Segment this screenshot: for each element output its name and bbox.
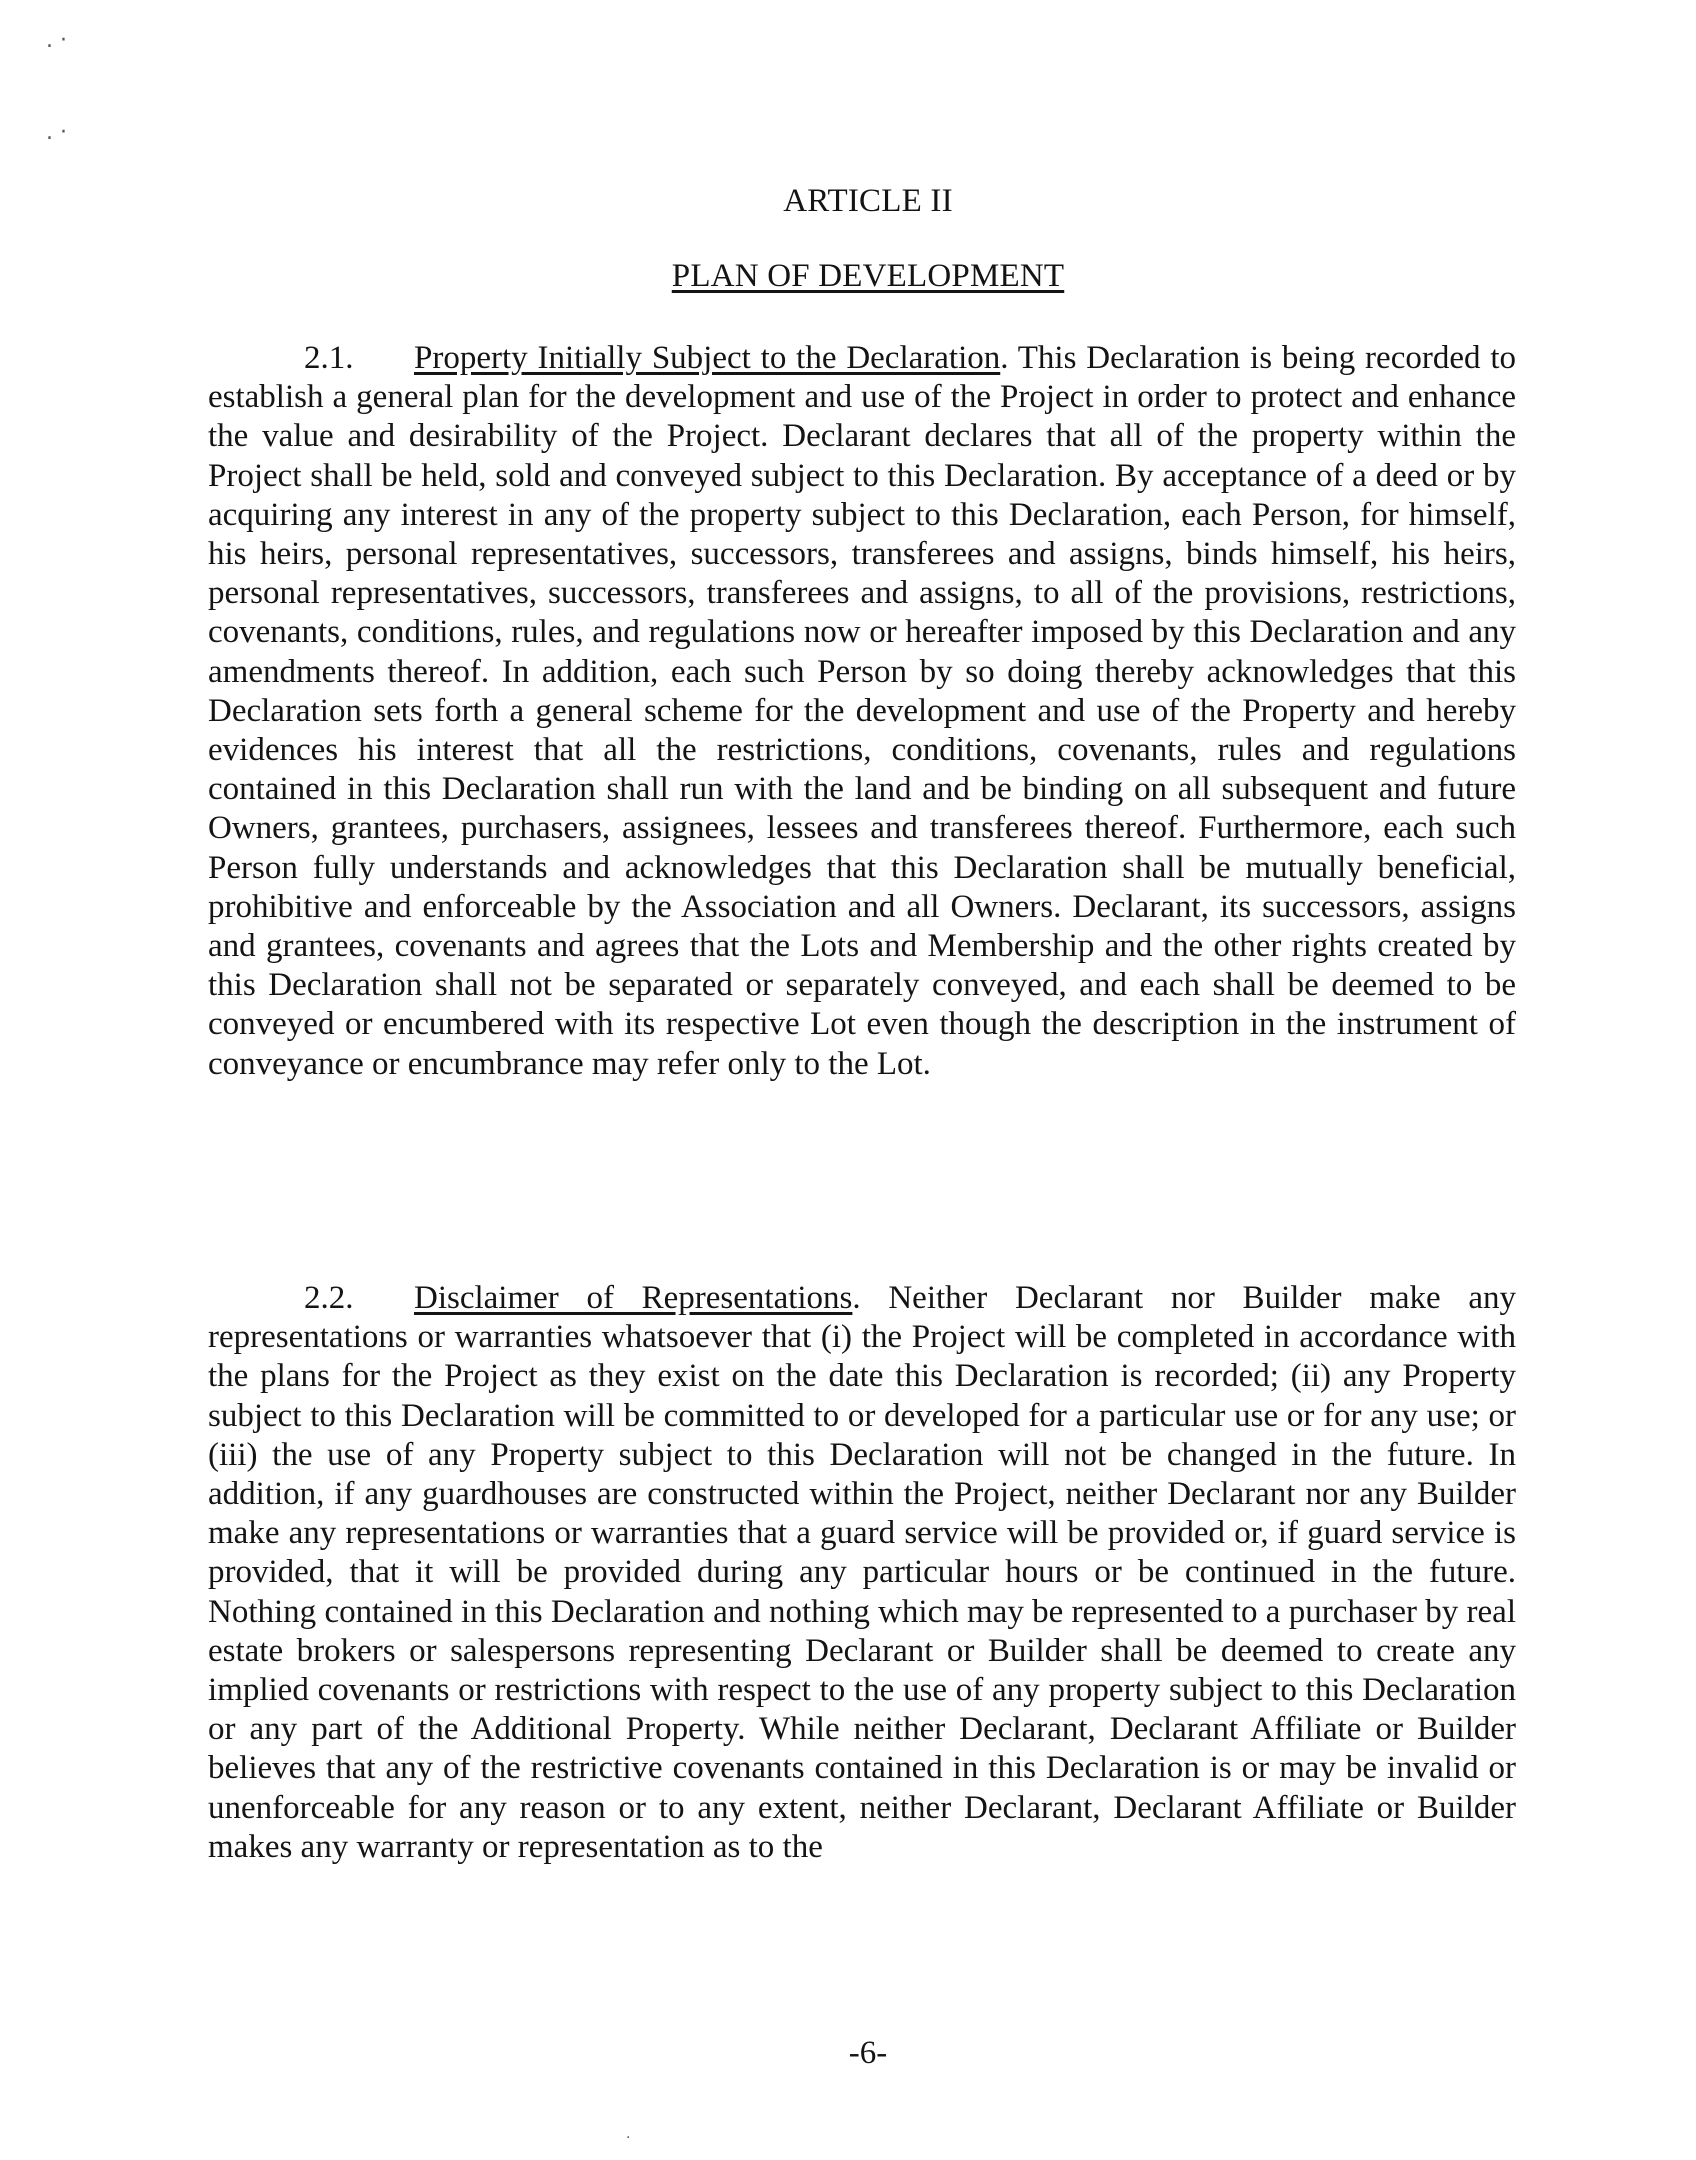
section-2-2-paragraph — [208, 1279, 1516, 1867]
section-title: Property Initially Subject to the Declaration — [414, 340, 1001, 376]
section-body: . This Declaration is being recorded to establish a general plan for the development and use of the Project in order to protect and enhance the value and desirability of the Project. Declarant declares that all of the property within the Project shall be held, sold and conveyed subject to this Declaration. By acceptance of a deed or by acquiring any interest in any of the property subject to this Declaration, each Person, for himself, his heirs, personal representatives, successors, transferees and assigns, binds himself, his heirs, personal representatives, successors, transferees and assigns, to all of the provisions, restrictions, covenants, conditions, rules, and regulations now or hereafter imposed by this Declaration and any amendments thereof. In addition, each such Person by so doing thereby acknowledges that this Declaration sets forth a general scheme for the development and use of the Property and hereby evidences his interest that all the restrictions, conditions, covenants, rules and regulations contained in this Declaration shall run with the land and be binding on all subsequent and future Owners, grantees, purchasers, assignees, lessees and transferees thereof. Furthermore, each such Person fully understands and acknowledges that this Declaration shall be mutually beneficial, prohibitive and enforceable by the Association and all Owners. Declarant, its successors, assigns and grantees, covenants and agrees that the Lots and Membership and the other rights created by this Declaration shall not be separated or separately conveyed, and each shall be deemed to be conveyed or encumbered with its respective Lot even though the description in the instrument of conveyance or encumbrance may refer only to the Lot. — [208, 340, 1516, 1082]
article-subtitle-text: PLAN OF DEVELOPMENT — [671, 258, 1065, 294]
section-2-1-paragraph — [208, 339, 1516, 1084]
page-number: -6- — [848, 2035, 888, 2071]
section-body: . Neither Declarant nor Builder make any representations or warranties whatsoever that (i) the Project will be completed in accordance with the plans for the Project as they exist on the date this Declaration is recorded; (ii) any Property subject to this Declaration will be committed to or developed for a particular use or for any use; or (iii) the use of any Property subject to this Declaration will not be changed in the future. In addition, if any guardhouses are constructed within the Project, neither Declarant nor any Builder make any representations or warranties that a guard service will be provided or, if guard service is provided, that it will be provided during any particular hours or be continued in the future. Nothing contained in this Declaration and nothing which may be represented to a purchaser by real estate brokers or salespersons representing Declarant or Builder shall be deemed to create any implied covenants or restrictions with respect to the use of any property subject to this Declaration or any part of the Additional Property. While neither Declarant, Declarant Affiliate or Builder believes that any of the restrictive covenants contained in this Declaration is or may be invalid or unenforceable for any reason or to any extent, neither Declarant, Declarant Affiliate or Builder makes any warranty or representation as to the — [208, 1280, 1517, 1865]
section-number: 2.1. — [304, 340, 354, 376]
article-title: ARTICLE II — [783, 183, 953, 219]
scan-artifact-dot: · — [626, 2130, 631, 2146]
scan-artifact-mark: . · — [46, 120, 67, 145]
scan-artifact-mark: . · — [46, 28, 67, 53]
section-title: Disclaimer of Representations — [414, 1280, 853, 1316]
article-subtitle — [20, 258, 1696, 295]
section-number: 2.2. — [304, 1280, 354, 1316]
